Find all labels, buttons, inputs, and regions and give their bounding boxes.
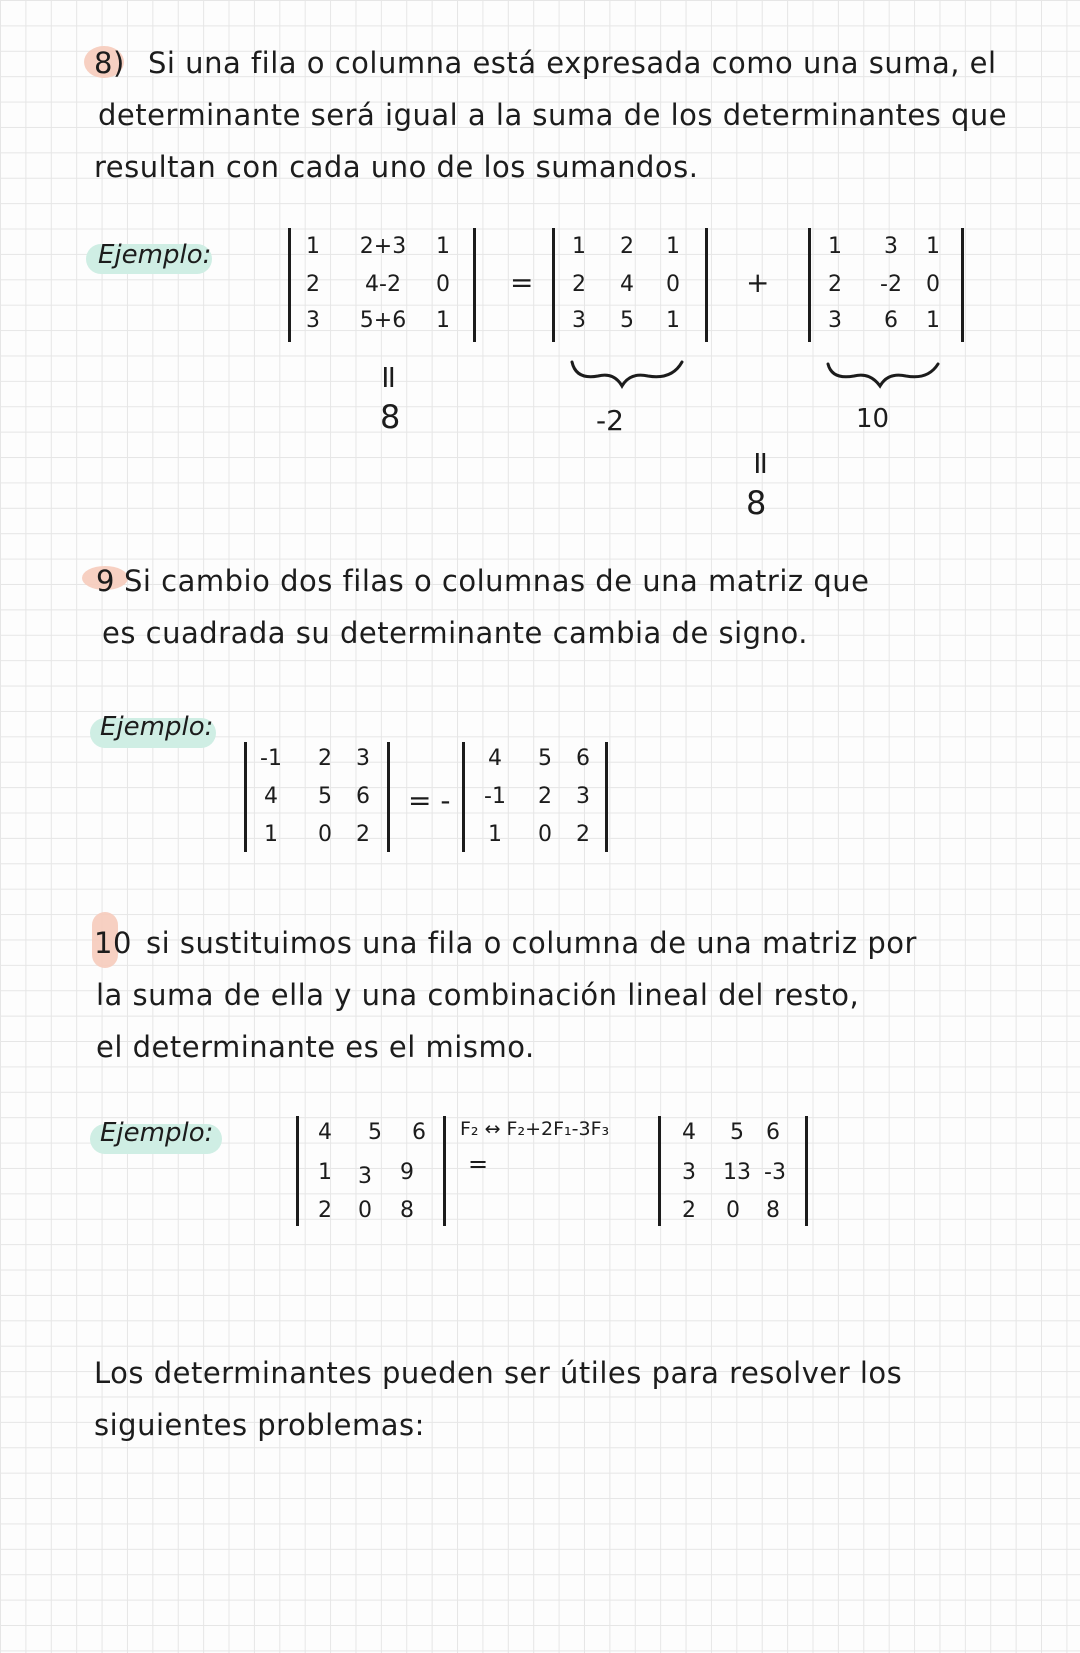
matrix-cell: 1	[488, 822, 502, 847]
matrix-cell: 1	[264, 822, 278, 847]
matrix-cell: 4	[318, 1120, 332, 1145]
matrix-cell: 0	[358, 1198, 372, 1223]
matrix-cell: 1	[828, 234, 842, 259]
matrix-cell: 6	[356, 784, 370, 809]
matrix-cell: 0	[926, 272, 940, 297]
matrix-cell: 2	[682, 1198, 696, 1223]
matrix-cell: 4-2	[365, 272, 401, 297]
matrix-cell: 2+3	[359, 234, 407, 259]
matrix-cell: 0	[538, 822, 552, 847]
sum-result: 8	[746, 484, 767, 522]
matrix-cell: 2	[828, 272, 842, 297]
matrix-cell: -1	[484, 784, 506, 809]
sum-equals-vertical: =	[742, 449, 781, 477]
matrix-cell: 0	[436, 272, 450, 297]
s8-matrix-2	[552, 228, 708, 342]
section-8-line-1: Si una fila o columna está expresada como una suma, el	[148, 46, 997, 80]
matrix-cell: 1	[306, 234, 320, 259]
matrix-cell: 4	[264, 784, 278, 809]
section-9-line-2: es cuadrada su determinante cambia de signo.	[102, 616, 808, 650]
matrix-cell: 13	[723, 1160, 751, 1185]
matrix-cell: 2	[356, 822, 370, 847]
left-equals-vertical: =	[370, 363, 409, 391]
matrix-cell: 9	[400, 1160, 414, 1185]
matrix-cell: 1	[572, 234, 586, 259]
brace-under-m2	[568, 358, 688, 392]
s8-matrix-3	[808, 228, 964, 342]
section-8-line-3: resultan con cada uno de los sumandos.	[94, 150, 699, 184]
matrix-cell: 6	[412, 1120, 426, 1145]
matrix-cell: 6	[766, 1120, 780, 1145]
matrix-cell: 2	[572, 272, 586, 297]
matrix-cell: 3	[682, 1160, 696, 1185]
section-8-example-label: Ejemplo:	[98, 240, 212, 270]
s9-matrix-2	[462, 742, 608, 852]
matrix-cell: 2	[306, 272, 320, 297]
matrix-cell: 2	[538, 784, 552, 809]
matrix-cell: 6	[884, 308, 898, 333]
matrix-cell: 4	[620, 272, 634, 297]
matrix-cell: 1	[318, 1160, 332, 1185]
closing-line-1: Los determinantes pueden ser útiles para resolver los	[94, 1356, 903, 1390]
matrix-cell: 2	[620, 234, 634, 259]
matrix-cell: -3	[764, 1160, 786, 1185]
section-10-line-2: la suma de ella y una combinación lineal del resto,	[96, 978, 860, 1012]
section-9-example-label: Ejemplo:	[100, 712, 214, 742]
section-9-line-1: Si cambio dos filas o columnas de una matriz que	[124, 564, 870, 598]
matrix-cell: 0	[666, 272, 680, 297]
matrix-cell: 5	[318, 784, 332, 809]
matrix-cell: 3	[356, 746, 370, 771]
equals-negative-sign: = -	[408, 784, 451, 817]
matrix-cell: 4	[488, 746, 502, 771]
matrix-cell: 3	[828, 308, 842, 333]
matrix-cell: 1	[666, 308, 680, 333]
closing-line-2: siguientes problemas:	[94, 1408, 425, 1442]
section-10-example-label: Ejemplo:	[100, 1118, 214, 1148]
brace-under-m3	[824, 358, 944, 392]
matrix-cell: 2	[576, 822, 590, 847]
matrix-cell: 5	[538, 746, 552, 771]
s9-matrix-1	[244, 742, 390, 852]
s8-matrix-1	[288, 228, 476, 342]
matrix-cell: 1	[436, 308, 450, 333]
s10-matrix-2	[658, 1116, 808, 1226]
value-m3: 10	[856, 404, 890, 434]
matrix-cell: 1	[436, 234, 450, 259]
section-10-line-3: el determinante es el mismo.	[96, 1030, 535, 1064]
matrix-cell: 4	[682, 1120, 696, 1145]
matrix-cell: 0	[318, 822, 332, 847]
section-10-line-1: si sustituimos una fila o columna de una matriz por	[146, 926, 917, 960]
matrix-cell: 3	[306, 308, 320, 333]
equals-sign: =	[510, 266, 534, 299]
s10-matrix-1	[296, 1116, 446, 1226]
matrix-cell: 2	[318, 746, 332, 771]
section-9-number: 9	[96, 564, 115, 598]
matrix-cell: 1	[926, 308, 940, 333]
matrix-cell: 2	[318, 1198, 332, 1223]
matrix-cell: 3	[884, 234, 898, 259]
matrix-cell: 8	[766, 1198, 780, 1223]
matrix-cell: -1	[260, 746, 282, 771]
matrix-cell: 1	[666, 234, 680, 259]
left-result: 8	[380, 398, 401, 436]
section-10-number: 10	[94, 926, 132, 960]
section-8-number: 8)	[94, 46, 125, 80]
section-8-line-2: determinante será igual a la suma de los determinantes que	[98, 98, 1008, 132]
matrix-cell: 3	[572, 308, 586, 333]
matrix-cell: 0	[726, 1198, 740, 1223]
matrix-cell: 5+6	[359, 308, 407, 333]
matrix-cell: 6	[576, 746, 590, 771]
matrix-cell: -2	[880, 272, 902, 297]
matrix-cell: 5	[730, 1120, 744, 1145]
matrix-cell: 8	[400, 1198, 414, 1223]
plus-sign: +	[746, 266, 770, 299]
value-m2: -2	[596, 404, 624, 437]
matrix-cell: 1	[926, 234, 940, 259]
matrix-cell: 5	[368, 1120, 382, 1145]
equals-sign: =	[468, 1150, 489, 1178]
matrix-cell: 3	[576, 784, 590, 809]
matrix-cell: 5	[620, 308, 634, 333]
matrix-cell: 3	[358, 1164, 372, 1189]
row-operation: F₂ ↔ F₂+2F₁-3F₃	[460, 1118, 610, 1140]
